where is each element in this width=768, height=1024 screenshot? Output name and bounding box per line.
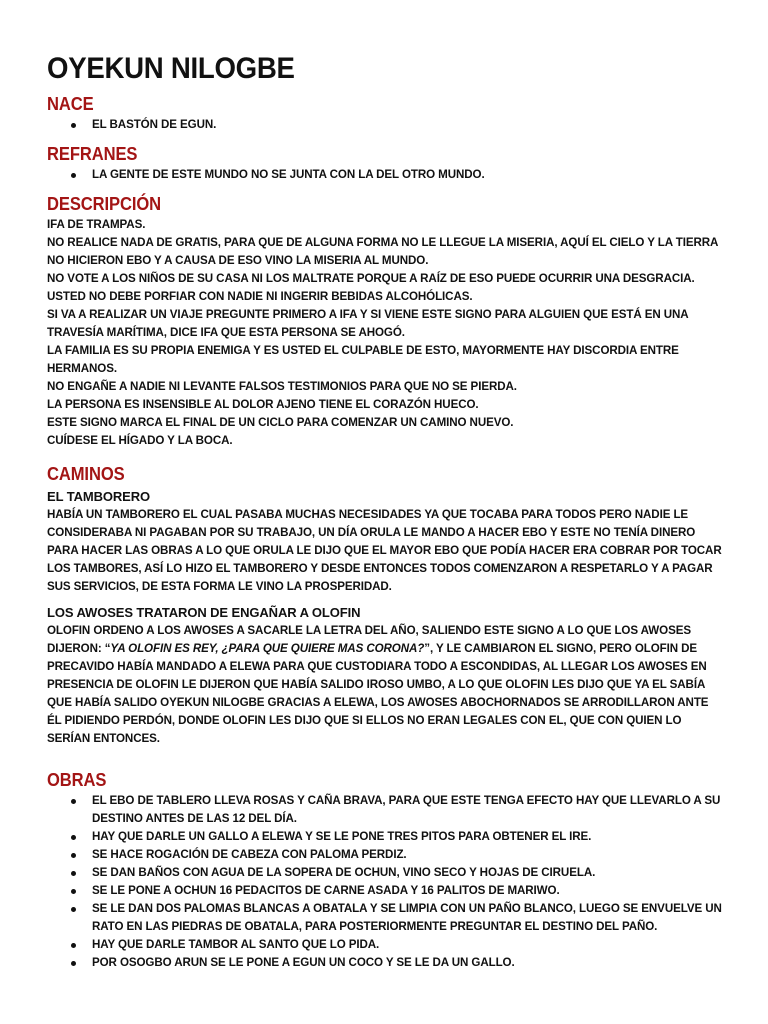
paragraph: NO REALICE NADA DE GRATIS, PARA QUE DE ALGUNA FORMA NO LE LLEGUE LA MISERIA, AQUÍ EL CIELO Y LA TIERRA NO HICIERON EBO Y A CAUSA DE ESO VINO LA MISERIA AL MUNDO. (47, 236, 718, 267)
paragraph: USTED NO DEBE PORFIAR CON NADIE NI INGERIR BEBIDAS ALCOHÓLICAS. (47, 290, 473, 303)
section-heading-refranes: REFRANES (47, 144, 138, 164)
page-title: OYEKUN NILOGBE (47, 52, 295, 85)
section-heading-nace: NACE (47, 94, 94, 114)
section-heading-obras: OBRAS (47, 770, 107, 790)
section-heading-descripcion: DESCRIPCIÓN (47, 194, 162, 214)
story-quote: YA OLOFIN ES REY, ¿PARA QUE QUIERE MAS CORONA? (110, 642, 425, 655)
list-item: LA GENTE DE ESTE MUNDO NO SE JUNTA CON LA DEL OTRO MUNDO. (47, 166, 723, 184)
paragraph: LA PERSONA ES INSENSIBLE AL DOLOR AJENO TIENE EL CORAZÓN HUECO. (47, 398, 479, 411)
story-text-tamborero: HABÍA UN TAMBORERO EL CUAL PASABA MUCHAS NECESIDADES YA QUE TOCABA PARA TODOS PERO NADIE LE CONSIDERABA NI PAGABAN POR SU TRABAJO, UN DÍA ORULA LE MANDO A HACER EBO Y ESTE NO TENÍA DINERO PARA HACER LAS OBRAS A LO QUE ORULA LE DIJO QUE EL MAYOR EBO QUE PODÍA HACER ERA COBRAR POR TOCAR LOS TAMBORES, ASÍ LO HIZO EL TAMBORERO Y DESDE ENTONCES TODOS COMENZARON A RESPETARLO Y A PAGAR SUS SERVICIOS, DE ESTA FORMA LE VINO LA PROSPERIDAD. (47, 508, 722, 593)
paragraph: ESTE SIGNO MARCA EL FINAL DE UN CICLO PARA COMENZAR UN CAMINO NUEVO. (47, 416, 514, 429)
story-text-awoses (47, 622, 723, 748)
list-item: SE DAN BAÑOS CON AGUA DE LA SOPERA DE OCHUN, VINO SECO Y HOJAS DE CIRUELA. (47, 864, 723, 882)
obras-list (47, 792, 723, 972)
list-item: HAY QUE DARLE TAMBOR AL SANTO QUE LO PIDA. (47, 936, 723, 954)
list-item: SE HACE ROGACIÓN DE CABEZA CON PALOMA PERDIZ. (47, 846, 723, 864)
refranes-list (47, 166, 723, 184)
paragraph: LA FAMILIA ES SU PROPIA ENEMIGA Y ES USTED EL CULPABLE DE ESTO, MAYORMENTE HAY DISCORDIA ENTRE HERMANOS. (47, 344, 679, 375)
paragraph: NO ENGAÑE A NADIE NI LEVANTE FALSOS TESTIMONIOS PARA QUE NO SE PIERDA. (47, 380, 517, 393)
story-title-tamborero: EL TAMBORERO (47, 489, 151, 504)
story-text-part: ”, Y LE CAMBIARON EL SIGNO, PERO OLOFIN DE PRECAVIDO HABÍA MANDADO A ELEWA PARA QUE CUSTODIARA TODO A ESCONDIDAS, AL LLEGAR LOS AWOSES EN PRESENCIA DE OLOFIN LE DIJERON QUE HABÍA SALIDO IROSO UMBO, A LO QUE OLOFIN LES DIJO QUE YA EL SABÍA QUE HABÍA SALIDO OYEKUN NILOGBE GRACIAS A ELEWA, LOS AWOSES ABOCHORNADOS SE ARRODILLARON ANTE ÉL PIDIENDO PERDÓN, DONDE OLOFIN LES DIJO QUE SI ELLOS NO ERAN LEGALES CON EL, QUE CON QUIEN LO SERÍAN ENTONCES. (47, 642, 709, 745)
paragraph: NO VOTE A LOS NIÑOS DE SU CASA NI LOS MALTRATE PORQUE A RAÍZ DE ESO PUEDE OCURRIR UNA DESGRACIA. (47, 272, 695, 285)
list-item: HAY QUE DARLE UN GALLO A ELEWA Y SE LE PONE TRES PITOS PARA OBTENER EL IRE. (47, 828, 723, 846)
list-item: POR OSOGBO ARUN SE LE PONE A EGUN UN COCO Y SE LE DA UN GALLO. (47, 954, 723, 972)
story-title-awoses: LOS AWOSES TRATARON DE ENGAÑAR A OLOFIN (47, 605, 361, 620)
section-heading-caminos: CAMINOS (47, 464, 125, 484)
paragraph: CUÍDESE EL HÍGADO Y LA BOCA. (47, 434, 233, 447)
nace-list (47, 116, 723, 134)
list-item: SE LE DAN DOS PALOMAS BLANCAS A OBATALA Y SE LIMPIA CON UN PAÑO BLANCO, LUEGO SE ENVUELVE UN RATO EN LAS PIEDRAS DE OBATALA, PARA POSTERIORMENTE PREGUNTAR EL DESTINO DEL PAÑO. (47, 900, 723, 936)
document-body (47, 50, 723, 972)
paragraph: IFA DE TRAMPAS. (47, 218, 146, 231)
list-item: EL BASTÓN DE EGUN. (47, 116, 723, 134)
list-item: SE LE PONE A OCHUN 16 PEDACITOS DE CARNE ASADA Y 16 PALITOS DE MARIWO. (47, 882, 723, 900)
paragraph: SI VA A REALIZAR UN VIAJE PREGUNTE PRIMERO A IFA Y SI VIENE ESTE SIGNO PARA ALGUIEN QUE ESTÁ EN UNA TRAVESÍA MARÍTIMA, DICE IFA QUE ESTA PERSONA SE AHOGÓ. (47, 308, 689, 339)
descripcion-text (47, 216, 723, 450)
list-item: EL EBO DE TABLERO LLEVA ROSAS Y CAÑA BRAVA, PARA QUE ESTE TENGA EFECTO HAY QUE LLEVARLO A SU DESTINO ANTES DE LAS 12 DEL DÍA. (47, 792, 723, 828)
story-text-part: OLOFIN ORDENO A LOS AWOSES A SACARLE LA LETRA DEL AÑO, SALIENDO ESTE SIGNO A LO QUE LOS AWOSES DIJERON: “ (47, 624, 691, 655)
